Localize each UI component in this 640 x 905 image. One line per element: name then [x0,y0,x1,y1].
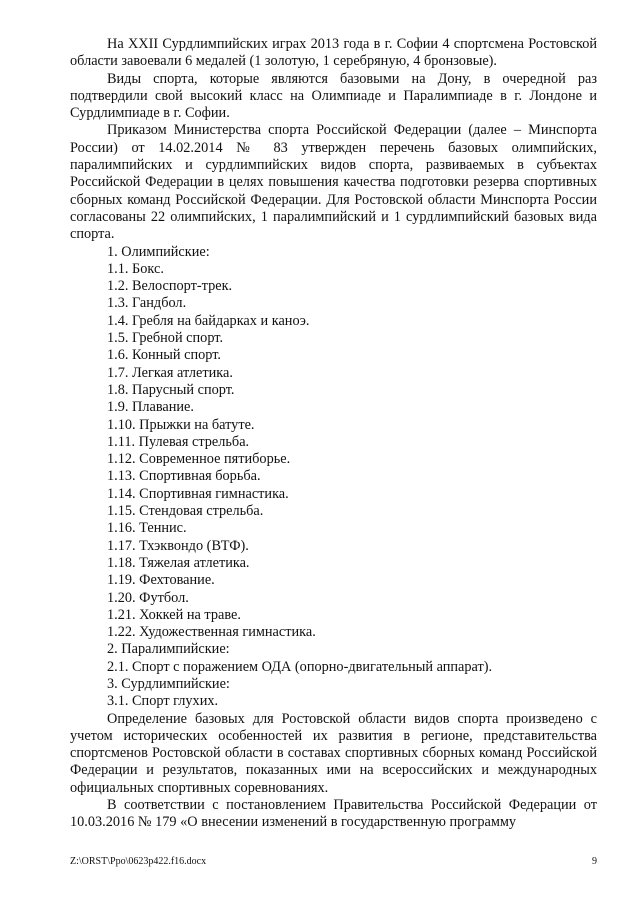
list-item: 1.7. Легкая атлетика. [107,364,233,381]
list-item: 2.1. Спорт с поражением ОДА (опорно-двигательный аппарат). [107,658,493,675]
list-item: 3.1. Спорт глухих. [107,693,219,710]
footer-file-path: Z:\ORST\Ppo\0623p422.f16.docx [70,856,207,867]
paragraph-medals: На XXII Сурдлимпийских играх 2013 года в г. Софии 4 спортсмена Ростовской области завоевали 6 медалей (1 золотую, 1 серебряную, 4 бронзовые). [70,36,597,70]
list-item: 1.4. Гребля на байдарках и каноэ. [107,312,310,329]
list-item: 2. Паралимпийские: [107,641,230,658]
list-item: 1.15. Стендовая стрельба. [107,503,264,520]
list-item: 3. Сурдлимпийские: [107,675,230,692]
list-item: 1.17. Тхэквондо (ВТФ). [107,537,249,554]
list-item: 1.1. Бокс. [107,260,164,277]
document-body [70,36,597,832]
list-item: 1.18. Тяжелая атлетика. [107,554,250,571]
list-item: 1.19. Фехтование. [107,572,215,589]
list-item: 1. Олимпийские: [107,243,210,260]
page-number: 9 [592,856,597,867]
paragraph-government-decree: В соответствии с постановлением Правительства Российской Федерации от 10.03.2016 № 179 «О внесении изменений в государственную программу [70,797,597,831]
list-item: 1.3. Гандбол. [107,295,187,312]
list-item: 1.12. Современное пятиборье. [107,451,291,468]
list-item: 1.13. Спортивная борьба. [107,468,261,485]
list-item: 1.14. Спортивная гимнастика. [107,485,289,502]
list-item: 1.9. Плавание. [107,399,194,416]
list-item: 1.11. Пулевая стрельба. [107,433,250,450]
paragraph-base-sports: Виды спорта, которые являются базовыми на Дону, в очередной раз подтвердили свой высокий класс на Олимпиаде и Паралимпиаде в г. Лондоне и Сурдлимпиаде в г. Софии. [70,70,597,122]
list-item: 1.5. Гребной спорт. [107,330,224,347]
paragraph-ministry-order: Приказом Министерства спорта Российской Федерации (далее – Минспорта России) от 14.02.2014 № 83 утвержден перечень базовых олимпийских, паралимпийских и сурдлимпийских видов спорта, развиваемых в субъектах Российской Федерации в целях повышения качества подготовки резерва спортивных сборных команд Российской Федерации. Для Ростовской области Минспорта России согласованы 22 олимпийских, 1 паралимпийский и 1 сурдлимпийский базовых вида спорта. [70,122,597,243]
sports-list [70,244,597,711]
list-item: 1.20. Футбол. [107,589,189,606]
list-item: 1.21. Хоккей на траве. [107,606,241,623]
list-item: 1.2. Велоспорт-трек. [107,278,233,295]
list-item: 1.8. Парусный спорт. [107,381,235,398]
paragraph-selection-basis: Определение базовых для Ростовской области видов спорта произведено с учетом исторических особенностей их развития в регионе, представительства спортсменов Ростовской области в составах спортивных сборных команд Российской Федерации и результатов, показанных ими на всероссийских и международных официальных спортивных соревнованиях. [70,710,597,796]
list-item: 1.10. Прыжки на батуте. [107,416,255,433]
list-item: 1.16. Теннис. [107,520,187,537]
list-item: 1.6. Конный спорт. [107,347,221,364]
list-item: 1.22. Художественная гимнастика. [107,624,316,641]
